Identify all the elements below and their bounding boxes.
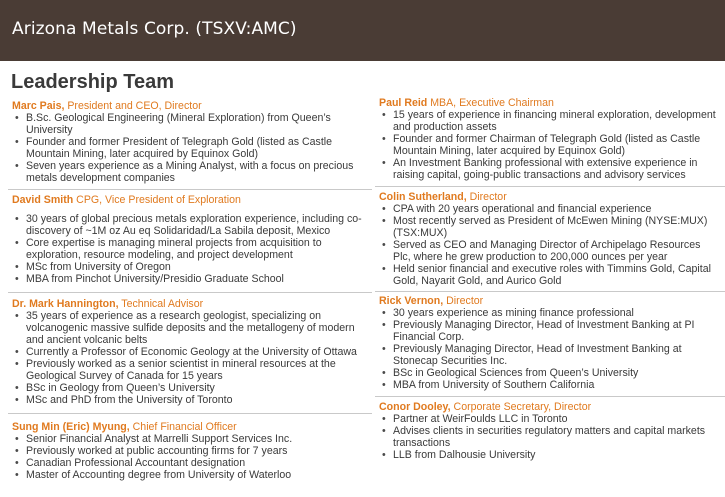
leader-role: President and CEO, Director xyxy=(64,100,202,112)
leader-entry xyxy=(379,191,719,287)
bullet-list xyxy=(379,109,719,181)
separator-line xyxy=(8,292,372,293)
title-bar xyxy=(0,0,725,61)
list-item: • An Investment Banking professional with extensive experience in raising capital, going-public transactions and advisory services xyxy=(379,157,719,181)
list-item: • Senior Financial Analyst at Marrelli Support Services Inc. xyxy=(12,433,366,445)
leader-heading xyxy=(379,97,719,109)
leader-name: Rick Vernon, xyxy=(379,295,444,307)
list-item: • Core expertise is managing mineral projects from acquisition to exploration, resource modeling, and project development xyxy=(12,237,366,261)
page-title: Leadership Team xyxy=(11,71,175,93)
separator-line xyxy=(375,186,725,187)
list-item: • Partner at WeirFoulds LLC in Toronto xyxy=(379,413,719,425)
list-item: • Advises clients in securities regulatory matters and capital markets transactions xyxy=(379,425,719,449)
bullet-list xyxy=(379,413,719,461)
leader-heading xyxy=(12,421,366,433)
leader-name: Colin Sutherland, xyxy=(379,191,467,203)
list-item: • LLB from Dalhousie University xyxy=(379,449,719,461)
leader-role: Corporate Secretary, Director xyxy=(450,401,592,413)
list-item: • BSc in Geological Sciences from Queen’s University xyxy=(379,367,719,379)
bullet-list xyxy=(12,213,366,285)
leader-entry xyxy=(12,298,366,406)
list-item: • MSc and PhD from the University of Toronto xyxy=(12,394,366,406)
list-item: • Previously worked at public accounting firms for 7 years xyxy=(12,445,366,457)
leader-entry xyxy=(12,421,366,481)
leader-heading xyxy=(12,100,366,112)
leader-heading xyxy=(379,191,719,203)
leader-heading xyxy=(12,298,366,310)
list-item: • Founder and former Chairman of Telegraph Gold (listed as Castle Mountain Mining, later acquired by Equinox Gold) xyxy=(379,133,719,157)
leader-name: Marc Pais, xyxy=(12,100,65,112)
bullet-list xyxy=(379,307,719,391)
leader-role: Director xyxy=(443,295,484,307)
list-item: • B.Sc. Geological Engineering (Mineral Exploration) from Queen’s University xyxy=(12,112,366,136)
list-item: • Seven years experience as a Mining Analyst, with a focus on precious metals development companies xyxy=(12,160,366,184)
list-item: • 15 years of experience in financing mineral exploration, development and production assets xyxy=(379,109,719,133)
list-item: • Canadian Professional Accountant designation xyxy=(12,457,366,469)
leader-entry xyxy=(379,295,719,391)
header-title: Arizona Metals Corp. (TSXV:AMC) xyxy=(12,19,297,39)
list-item: • Served as CEO and Managing Director of Archipelago Resources Plc, where he grew production to 200,000 ounces per year xyxy=(379,239,719,263)
leader-role: Technical Advisor xyxy=(118,298,204,310)
leader-entry xyxy=(379,97,719,181)
list-item: • CPA with 20 years operational and financial experience xyxy=(379,203,719,215)
list-item: • Most recently served as President of McEwen Mining (NYSE:MUX) (TSX:MUX) xyxy=(379,215,719,239)
leader-role: Chief Financial Officer xyxy=(129,421,237,433)
list-item: • Previously Managing Director, Head of Investment Banking at PI Financial Corp. xyxy=(379,319,719,343)
leader-heading xyxy=(379,295,719,307)
list-item: • Previously worked as a senior scientist in mineral resources at the Geological Survey of Canada for 15 years xyxy=(12,358,366,382)
leader-entry xyxy=(12,194,366,285)
leader-entry xyxy=(379,401,719,461)
list-item: • 30 years experience as mining finance professional xyxy=(379,307,719,319)
separator-line xyxy=(8,413,372,414)
list-item: • Master of Accounting degree from University of Waterloo xyxy=(12,469,366,481)
leader-name: Sung Min (Eric) Myung, xyxy=(12,421,130,433)
leader-role: Director xyxy=(466,191,507,203)
leader-heading xyxy=(379,401,719,413)
list-item: • Previously Managing Director, Head of Investment Banking at Stonecap Securities Inc. xyxy=(379,343,719,367)
list-item: • MBA from Pinchot University/Presidio Graduate School xyxy=(12,273,366,285)
list-item: • BSc in Geology from Queen’s University xyxy=(12,382,366,394)
separator-line xyxy=(375,291,725,292)
leader-name: David Smith xyxy=(12,194,74,206)
bullet-list xyxy=(379,203,719,287)
list-item: • Currently a Professor of Economic Geology at the University of Ottawa xyxy=(12,346,366,358)
list-item: • MSc from University of Oregon xyxy=(12,261,366,273)
leader-entry xyxy=(12,100,366,184)
list-item: • 35 years of experience as a research geologist, specializing on volcanogenic massive sulfide deposits and the metallogeny of modern and ancient volcanic belts xyxy=(12,310,366,346)
leader-name: Paul Reid xyxy=(379,97,428,109)
leader-name: Dr. Mark Hannington, xyxy=(12,298,119,310)
list-item: • Founder and former President of Telegraph Gold (listed as Castle Mountain Mining, later acquired by Equinox Gold) xyxy=(12,136,366,160)
bullet-list xyxy=(12,112,366,184)
leader-name: Conor Dooley, xyxy=(379,401,451,413)
leader-role: CPG, Vice President of Exploration xyxy=(73,194,241,206)
separator-line xyxy=(8,189,372,190)
list-item: • Held senior financial and executive roles with Timmins Gold, Capital Gold, Nayarit Gold, and Aurico Gold xyxy=(379,263,719,287)
leader-role: MBA, Executive Chairman xyxy=(427,97,554,109)
separator-line xyxy=(375,396,725,397)
list-item: • MBA from University of Southern California xyxy=(379,379,719,391)
list-item: • 30 years of global precious metals exploration experience, including co-discovery of ~1M oz Au eq Solidaridad/La Sabila deposit, Mexico xyxy=(12,213,366,237)
leader-heading xyxy=(12,194,366,206)
bullet-list xyxy=(12,433,366,481)
bullet-list xyxy=(12,310,366,406)
